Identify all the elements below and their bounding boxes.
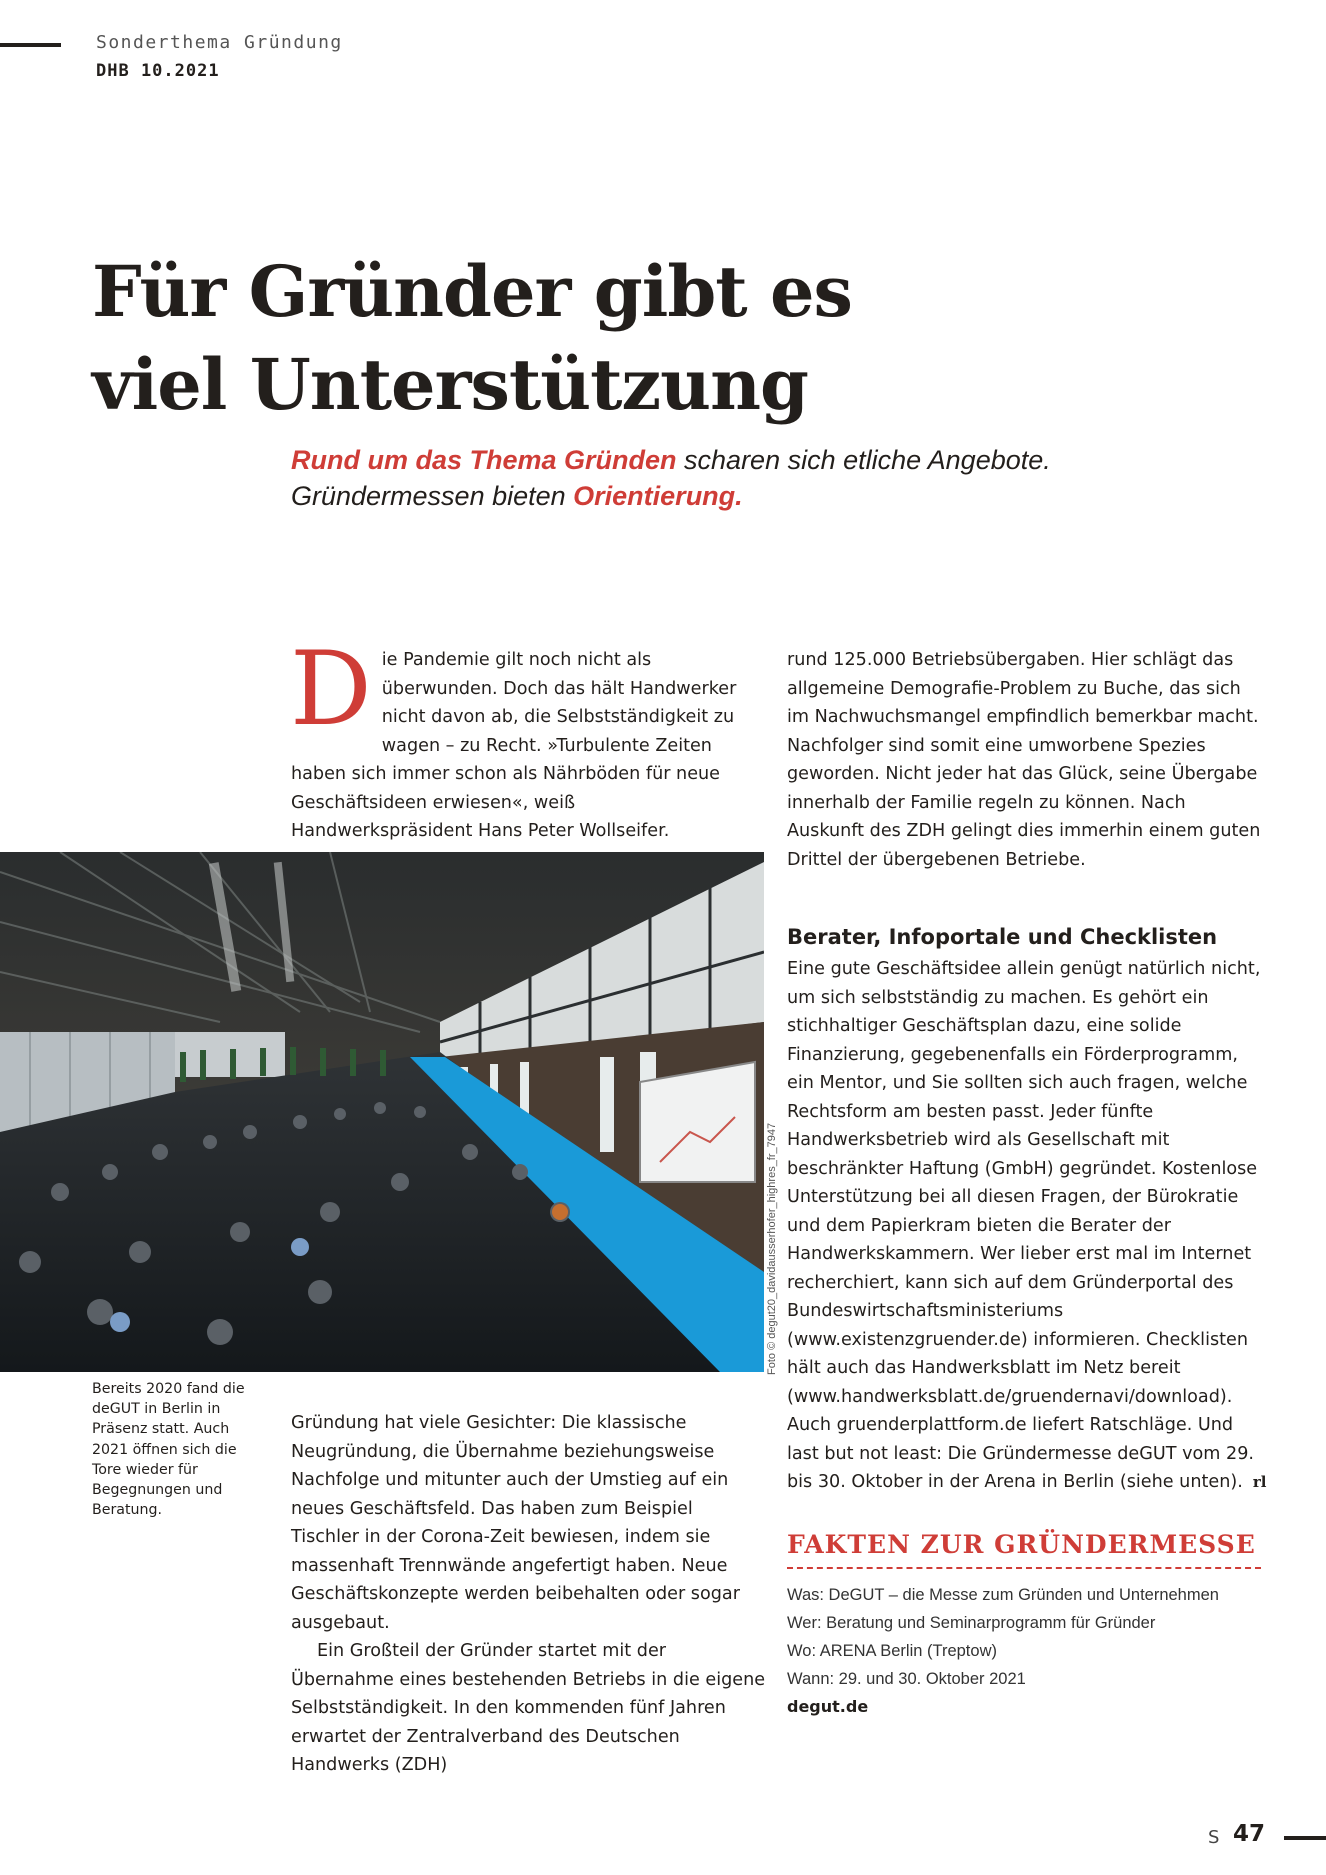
issue-label: DHB 10.2021 [96,61,220,81]
column-2-top [787,646,1267,874]
hall-photo-illustration [0,852,764,1372]
photo-caption: Bereits 2020 fand die deGUT in Berlin in Präsenz statt. Auch 2021 öffnen sich die Tore wieder für Begegnungen und Beratung. [92,1381,245,1519]
facts-item-wo: Wo: ARENA Berlin (Treptow) [787,1642,997,1660]
facts-title: FAKTEN ZUR GRÜNDERMESSE [787,1530,1256,1559]
author-signature: rl [1252,1473,1267,1491]
event-photo [0,852,764,1372]
paragraph [787,955,1267,1497]
facts-list [787,1581,1267,1693]
header-rule-left [0,43,61,47]
article-lead [291,442,1051,514]
facts-item-wer: Wer: Beratung und Seminarprogramm für Gründer [787,1614,1156,1632]
facts-website-link[interactable]: degut.de [787,1697,869,1716]
intro-text: ie Pandemie gilt noch nicht als überwunden. Doch das hält Handwerker nicht davon ab, die Selbstständigkeit zu wagen – zu Recht. »Turbulente Zeiten haben sich immer schon als Nährböden für neue Geschäftsideen erwiesen«, weiß Handwerkspräsident Hans Peter Wollseifer. [291,650,737,841]
drop-cap: D [290,630,372,749]
page-prefix: S [1208,1827,1220,1848]
lead-highlight-2: Orientierung. [573,481,743,511]
photo-credit: Foto © degut20_davidausserhofer_highres_fr_7947 [766,1122,778,1375]
section-label: Sonderthema Gründung [96,32,343,53]
intro-paragraph [290,630,761,846]
facts-item-was: Was: DeGUT – die Messe zum Gründen und Unternehmen [787,1586,1219,1604]
article-headline: Für Gründer gibt es viel Unterstützung [92,250,852,426]
paragraph: Ein Großteil der Gründer startet mit der Übernahme eines bestehenden Betriebs in die eigene Selbstständigkeit. In den kommenden fünf Jahren erwartet der Zentralverband des Deutschen Handwerks (ZDH) [291,1641,766,1775]
lead-text: scharen sich etliche Angebote. Gründermessen bieten [291,445,1051,511]
column-2-body [787,955,1267,1497]
paragraph-text: Eine gute Geschäftsidee allein genügt natürlich nicht, um sich selbstständig zu machen. Es gehört ein stichhaltiger Geschäftsplan dazu, eine solide Finanzierung, gegebenenfalls ein Förderprogramm, ein Mentor, und Sie sollten sich auch fragen, welche Rechtsform am besten passt. Jeder fünfte Handwerksbetrieb wird als Gesellschaft mit beschränkter Haftung (GmbH) gegründet. Kostenlose Unterstützung bei all diesen Fragen, der Bürokratie und dem Papierkram bieten die Berater der Handwerkskammern. Wer lieber erst mal im Internet recherchiert, kann sich auf dem Gründerportal des Bundeswirtschaftsministeriums (www.existenzgruender.de) informieren. Checklisten hält auch das Handwerksblatt im Netz bereit (www.handwerksblatt.de/gruendernavi/download). Auch gruenderplattform.de liefert Ratschläge. Und last but not least: Die Gründermesse deGUT vom 29. bis 30. Oktober in der Arena in Berlin (siehe unten). [787,959,1261,1492]
footer-rule-right [1284,1836,1326,1840]
paragraph: rund 125.000 Betriebsübergaben. Hier schlägt das allgemeine Demografie-Problem zu Buche, das sich im Nachwuchsmangel empfindlich bemerkbar macht. Nachfolger sind somit eine umworbene Spezies geworden. Nicht jeder hat das Glück, seine Übergabe innerhalb der Familie regeln zu können. Nach Auskunft des ZDH gelingt dies immerhin einem guten Drittel der übergebenen Betriebe. [787,650,1261,870]
lead-highlight-1: Rund um das Thema Gründen [291,445,677,475]
facts-dashed-divider [787,1567,1261,1569]
facts-item-wann: Wann: 29. und 30. Oktober 2021 [787,1670,1026,1688]
subheading: Berater, Infoportale und Checklisten [787,925,1218,949]
paragraph: Gründung hat viele Gesichter: Die klassische Neugründung, die Übernahme beziehungsweise Nachfolge und mitunter auch der Umstieg auf ein neues Geschäftsfeld. Das haben zum Beispiel Tischler in der Corona-Zeit bewiesen, indem sie massenhaft Trennwände angefertigt haben. Neue Geschäftskonzepte werden beibehalten oder sogar ausgebaut. [291,1413,740,1633]
column-1-body [291,1409,766,1780]
page-number: 47 [1233,1821,1266,1847]
